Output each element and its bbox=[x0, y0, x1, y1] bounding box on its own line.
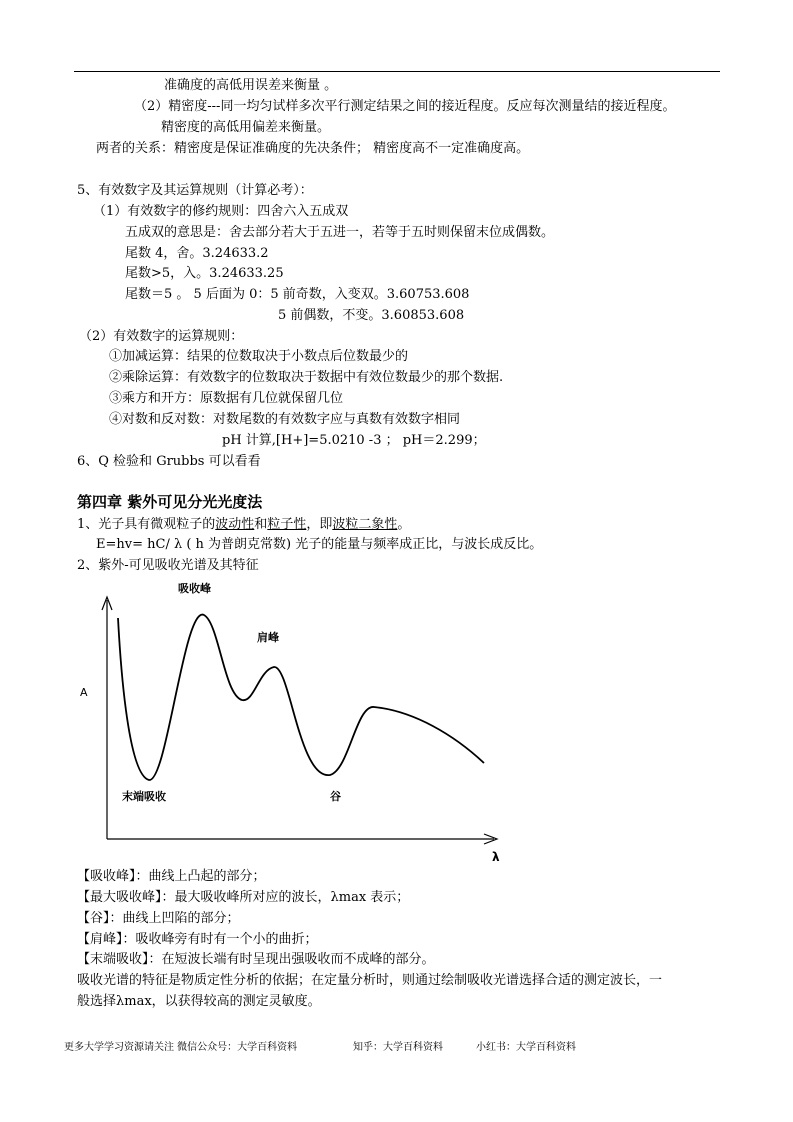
text-line: 尾数＝5 。 5 后面为 0：5 前奇数，入变双。3.60753.608 bbox=[125, 287, 470, 302]
text-span: 和 bbox=[254, 517, 268, 532]
annotation-shoulder-peak: 肩峰 bbox=[257, 631, 279, 644]
text-line: 5 前偶数，不变。3.60853.608 bbox=[278, 308, 465, 323]
chapter-title: 第四章 紫外可见分光光度法 bbox=[77, 493, 263, 511]
text-line: 2、紫外-可见吸收光谱及其特征 bbox=[77, 558, 259, 573]
text-line: E=hv= hC/ λ ( h 为普朗克常数) 光子的能量与频率成正比，与波长成反比。 bbox=[96, 537, 543, 552]
text-line: 两者的关系：精密度是保证准确度的先决条件； 精密度高不一定准确度高。 bbox=[96, 141, 530, 156]
text-line: ④对数和反对数：对数尾数的有效数字应与真数有效数字相同 bbox=[109, 412, 461, 427]
annotation-valley: 谷 bbox=[330, 790, 341, 803]
definition-line: 【吸收峰】：曲线上凸起的部分； bbox=[77, 869, 266, 884]
footer-text: 更多大学学习资源请关注 微信公众号：大学百科资料 bbox=[64, 1042, 298, 1053]
underlined-term: 粒子性 bbox=[267, 517, 307, 532]
y-axis-label: A bbox=[80, 686, 88, 699]
text-line: ③乘方和开方：原数据有几位就保留几位 bbox=[109, 391, 344, 406]
footer-text: 小红书：大学百科资料 bbox=[476, 1042, 576, 1053]
text-line: 吸收光谱的特征是物质定性分析的依据；在定量分析时，则通过绘制吸收光谱选择合适的测定波长，一 bbox=[77, 973, 663, 988]
footer-text: 知乎：大学百科资料 bbox=[353, 1042, 443, 1053]
text-line: 般选择λmax，以获得较高的测定灵敏度。 bbox=[77, 994, 321, 1009]
section-heading-5: 5、有效数字及其运算规则（计算必考）： bbox=[77, 183, 313, 198]
text-span: 。 bbox=[397, 517, 411, 532]
text-line: 精密度的高低用偏差来衡量。 bbox=[161, 120, 331, 135]
text-line: 准确度的高低用误差来衡量 。 bbox=[164, 78, 338, 93]
text-line: （2）有效数字的运算规则： bbox=[79, 329, 244, 344]
text-line: 6、Q 检验和 Grubbs 可以看看 bbox=[77, 454, 261, 469]
text-line: ①加减运算：结果的位数取决于小数点后位数最少的 bbox=[109, 349, 409, 364]
annotation-absorption-peak: 吸收峰 bbox=[178, 582, 211, 595]
text-line: （1）有效数字的修约规则：四舍六入五成双 bbox=[93, 204, 349, 219]
definition-line: 【末端吸收】：在短波长端有时呈现出强吸收而不成峰的部分。 bbox=[77, 952, 435, 967]
text-line: 尾数>5，入。3.24633.25 bbox=[125, 266, 284, 281]
annotation-end-absorption: 末端吸收 bbox=[122, 790, 166, 803]
text-line: 五成双的意思是：舍去部分若大于五进一，若等于五时则保留末位成偶数。 bbox=[125, 225, 555, 240]
header-rule bbox=[74, 71, 720, 72]
underlined-term: 波动性 bbox=[215, 517, 255, 532]
spectrum-curve bbox=[118, 615, 484, 780]
definition-line: 【谷】：曲线上凹陷的部分； bbox=[77, 911, 240, 926]
underlined-term: 波粒二象性 bbox=[332, 517, 398, 532]
definition-line: 【最大吸收峰】：最大吸收峰所对应的波长，λmax 表示； bbox=[77, 890, 410, 905]
text-line: pH 计算,[H+]=5.0210 -3 ； pH＝2.299； bbox=[222, 433, 486, 448]
text-line bbox=[77, 516, 410, 534]
text-span: ，即 bbox=[306, 517, 333, 532]
text-line: ②乘除运算：有效数字的位数取决于数据中有效位数最少的那个数据. bbox=[109, 370, 504, 385]
absorption-spectrum-chart bbox=[74, 575, 514, 870]
text-line: （2）精密度---同一均匀试样多次平行测定结果之间的接近程度。反应每次测量结的接近程度。 bbox=[134, 99, 676, 114]
text-line: 尾数 4，舍。3.24633.2 bbox=[125, 246, 269, 261]
text-span: 1、光子具有微观粒子的 bbox=[77, 517, 216, 532]
definition-line: 【肩峰】：吸收峰旁有时有一个小的曲折； bbox=[77, 932, 318, 947]
x-axis-label: λ bbox=[492, 850, 500, 864]
